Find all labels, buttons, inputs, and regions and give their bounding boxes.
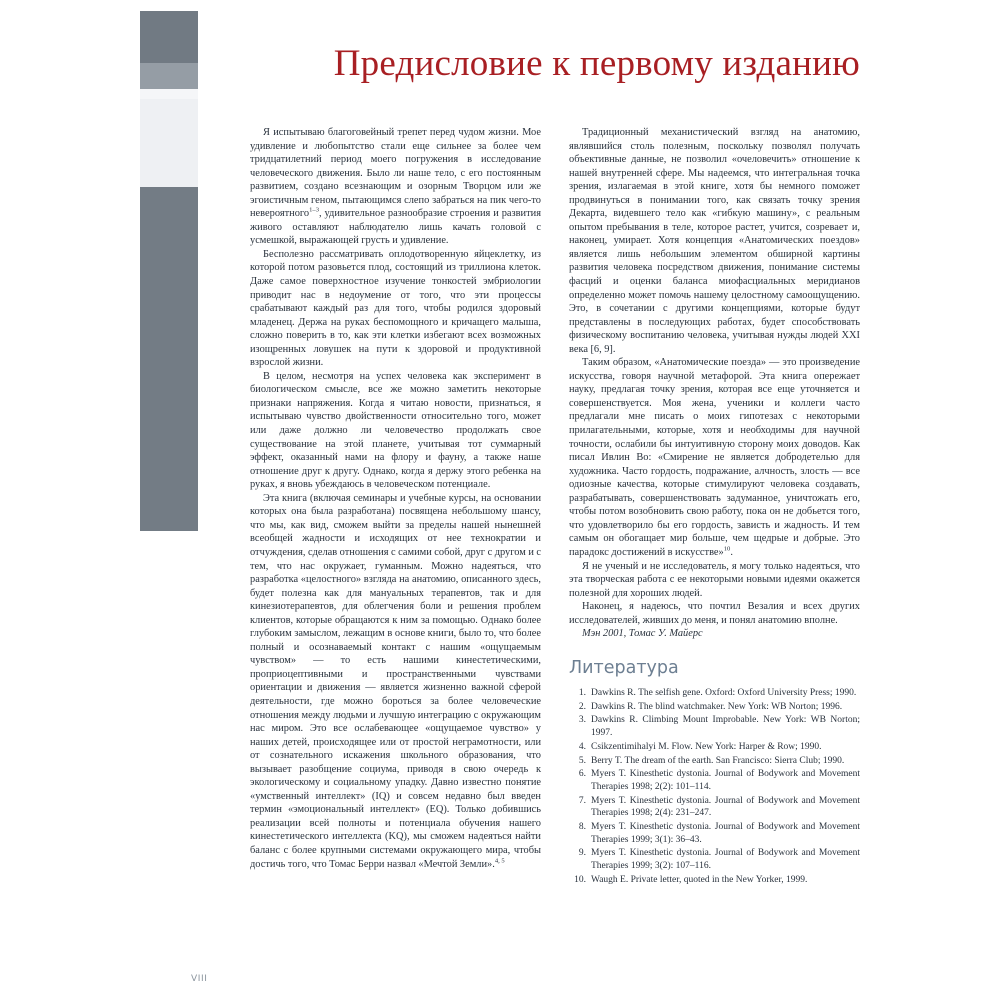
left-column (250, 126, 541, 871)
list-item: Dawkins R. Climbing Mount Improbable. New York: WB Norton; 1997. (591, 715, 860, 738)
paragraph-tail: . (730, 546, 733, 558)
list-item: Waugh E. Private letter, quoted in the New Yorker, 1999. (591, 874, 808, 885)
sidebar-band-light-1 (140, 89, 198, 99)
paragraph: Традиционный механистический взгляд на анатомию, являвшийся столь полезным, поскольку позволял получать объективные данные, не позволил «очеловечить» отношение к нашей внутренней сфере. Мы надеемся, что интегральная точка зрения, излагаемая в этой книге, хотя бы немного поможет продвинуться в понимании того, как связать точку зрения Декарта, видевшего тело как «гибкую машину», с реальным опытом пребывания в теле, которое растет, учится, созревает и, наконец, умирает. Хотя концепция «Анатомических поездов» является лишь небольшим элементом обширной картины развития человека посредством движения, понимание системы фасций и оценки баланса миофасциальных меридианов определенно может помочь нашему целостному самоощущению. Это, в сочетании с другими концепциями, которые будут представлены в последующих работах, будет способствовать физическому воспитанию человека, учитывая нужды людей XXI века [6, 9]. (569, 127, 860, 355)
footnote-ref: 4, 5 (494, 857, 505, 865)
right-column (569, 126, 860, 888)
list-item: Csikzentimihalyi M. Flow. New York: Harper & Row; 1990. (591, 741, 822, 752)
references-heading: Литература (569, 657, 679, 678)
paragraph-text: Таким образом, «Анатомические поезда» — это произведение искусства, говоря научной метафорой. Эта книга опережает науку, предлагая точку зрения, которая все еще уточняется и совершенствуется. Моя жена, ученики и коллеги часто предлагали мне писать о моих гипотезах с некоторыми прилагательными, которые, хотя и необходимы для научной точности, ослабили бы интуитивную сторону моих доводов. Как писал Ивлин Во: «Смирение не является добродетелью для художника. Часто гордость, подражание, алчность, злость — все одиозные качества, которые стимулируют человека создавать, разрабатывать, совершенствовать задуманное, уничтожать его, чтобы потом возобновить свою работу, пока он не добьется того, что удовлетворило бы его гордость, зависть и жадность. И тем самым он обогащает мир больше, чем щедрые и добрые. Это парадокс достижений в искусстве» (569, 357, 860, 558)
sidebar-band-light-2 (140, 99, 198, 187)
footnote-ref: 10 (723, 545, 731, 553)
sidebar-band-dark-bottom (140, 187, 198, 531)
page-title: Предисловие к первому изданию (333, 43, 860, 84)
list-item: Berry T. The dream of the earth. San Francisco: Sierra Club; 1990. (591, 755, 845, 766)
paragraph: В целом, несмотря на успех человека как эксперимент в биологическом смысле, все же можно заметить некоторые признаки напряжения. Когда я читаю новости, признаться, я испытываю чувство двойственности относительно того, может или даже должно ли человечество продолжать свое существование на этой планете, учитывая тот суммарный эффект, оказанный нами на флору и фауну, а также наше отношение друг к другу. Однако, когда я держу этого ребенка на руках, я вновь убеждаюсь в человеческом потенциале. (250, 370, 541, 491)
paragraph (250, 492, 541, 871)
paragraph: Наконец, я надеюсь, что почтил Везалия и всех других исследователей, живших до меня, и понял анатомию вполне. (569, 601, 860, 626)
author-signature: Мэн 2001, Томас У. Майерс (582, 628, 703, 640)
list-item: Myers T. Kinesthetic dystonia. Journal of Bodywork and Movement Therapies 1998; 2(2): 101–114. (591, 769, 860, 792)
references-list (569, 687, 860, 887)
paragraph: Бесполезно рассматривать оплодотворенную яйцеклетку, из которой потом разовьется плод, состоящий из триллиона клеток. Даже самое поверхностное изучение тонкостей эмбриологии приводит нас в недоумение от того, что эти процессы срабатывают каждый раз для того, чтобы родился здоровый младенец. Держа на руках беспомощного и кричащего малыша, сложно поверить в то, как эти клетки избегают всех возможных изощренных ловушек на пути к здоровой и продуктивной взрослой жизни. (250, 248, 541, 369)
list-item: Myers T. Kinesthetic dystonia. Journal of Bodywork and Movement Therapies 1998; 2(4): 231–247. (591, 795, 860, 819)
sidebar-band-medium (140, 63, 198, 89)
text-columns (250, 126, 860, 971)
paragraph-text: Эта книга (включая семинары и учебные курсы, на основании которых она была разработана) посвящена небольшому шансу, что мы, как вид, сможем выйти за пределы нашей нынешней всеобщей жадности и исходящих от нее технократии и отчуждения, сделав отношения с самими собой, друг с другом и с тем, что нас окружает, гуманным. Можно надеяться, что разработка «целостного» взгляда на анатомию, описанного здесь, будет полезна как для мануальных терапевтов, так и для кинезиотерапевтов, для облегчения боли и решения проблем клиентов, которые обращаются к ним за помощью. Однако более глубоким замыслом, лежащим в основе книги, было то, что более полный и осознаваемый контакт с нашим «ощущаемым чувством» — то есть нашими кинестетическими, проприоцептивными и пространственными чувствами ориентации и движения — является жизненно важной сферой деятельности, где можно бороться за более человеческие отношения между людьми и лучшую интеграцию с окружающим нас миром. Это все ослабевающее «ощущаемое чувство» у наших детей, происходящее или от простой неграмотности, или от сознательного искажения школьного образования, что вызывает разобщение социума, приводя в свою очередь к экологическому и социальному упадку. Давно известно понятие «умственный интеллект» (IQ) и совсем недавно был введен термин «эмоциональный интеллект» (EQ). Только добившись реализации всей полноты и потенциала обучения нашего кинестетического интеллекта (KQ), мы сможем надеяться найти баланс с более крупными системами окружающего мира, чтобы достичь того, что Томас Берри назвал «Мечтой Земли». (250, 492, 541, 870)
page-number: VIII (191, 974, 208, 984)
list-item: Dawkins R. The blind watchmaker. New York: WB Norton; 1996. (591, 701, 843, 712)
list-item: Myers T. Kinesthetic dystonia. Journal of Bodywork and Movement Therapies 1999; 3(2): 107–116. (591, 848, 860, 871)
paragraph (569, 356, 860, 559)
paragraph-tail: , удивительное разнообразие строения и развития живого оставляют наблюдателю лишь качать головой с усмешкой, выражающей грусть и удивление. (250, 208, 541, 247)
sidebar-band-dark-top (140, 11, 198, 63)
paragraph: Я не ученый и не исследователь, я могу только надеяться, что эта творческая работа с ее некоторыми новыми идеями окажется полезной для хороших людей. (569, 560, 860, 599)
paragraph-text: Я испытываю благоговейный трепет перед чудом жизни. Мое удивление и любопытство стали еще сильнее за более чем тридцатилетний период моего погружения в исследование человеческого движения. Было ли наше тело, с его постоянным развитием, создано всезнающим и озорным Творцом или же эгоистичным геном, пытающимся слепо забраться на пик чего-то невероятного (250, 127, 541, 220)
list-item: Myers T. Kinesthetic dystonia. Journal of Bodywork and Movement Therapies 1999; 3(1): 36–43. (591, 822, 860, 845)
decorative-sidebar (140, 11, 198, 531)
paragraph (250, 126, 541, 248)
footnote-ref: 1–3 (309, 206, 319, 214)
list-item: Dawkins R. The selfish gene. Oxford: Oxford University Press; 1990. (591, 687, 857, 698)
